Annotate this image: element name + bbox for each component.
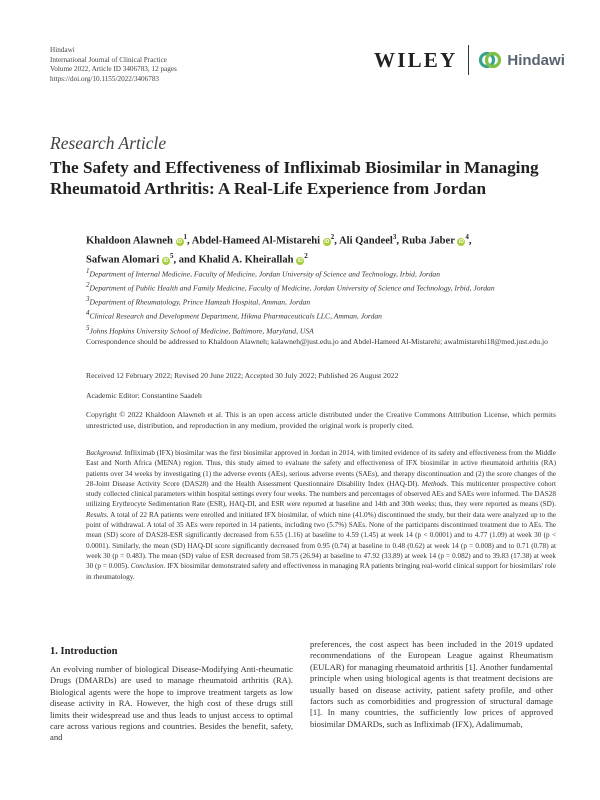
copyright-notice: Copyright © 2022 Khaldoon Alawneh et al. This is an open access article distributed under the Creative Commons Attribution License, which permits unrestricted use, distribution, and reproduction in any medium, provided the original work is properly cited. [86,410,556,430]
abstract-label: Results. [86,510,109,519]
author-name[interactable]: Ruba Jaber [401,235,455,247]
article-title: The Safety and Effectiveness of Infliximab Biosimilar in Managing Rheumatoid Arthritis: A Real-Life Experience from Jordan [50,158,539,198]
abstract-text: IFX biosimilar demonstrated safety and effectiveness in managing RA patients bringing real-world clinical support for biosimilars' role in rheumatology. [86,562,556,581]
author-name[interactable]: Ali Qandeel [338,235,393,247]
abstract-text: This multicenter prospective cohort study collected clinical parameters within hospital settings every four weeks. The numbers and percentages of observed AEs and SAEs were informed. The DAS28 utilizing Erythrocyte Sedimentation Rate (ESR), HAQ-DI, and ESR were reported at baseline and 14th and 30th weeks; thus, they were reported as means (SD). [86,479,556,509]
body-text-left-column: An evolving number of biological Disease-Modifying Anti-rheumatic Drugs (DMARDs) are used to manage rheumatoid arthritis (RA). Biological agents were the hope to improve treatment targets as low disease activity in RA. However, the high cost of these drugs still limits their widespread use and thus leads to unjust access to optimal care across various regions and countries. Besides the benefit, safety, and [50,664,293,743]
abstract-text: A total of 22 RA patients were enrolled and initiated IFX biosimilar, of which nine (41.0%) discontinued the study, but their data were analyzed up to the point of withdrawal. A total of 35 AEs were reported in 14 patients, including two (5.7%) SAEs. None of the participants discontinued treatment due to AEs. The mean (SD) score of DAS28-ESR significantly decreased from 6.55 (1.16) at baseline to 4.59 (1.45) at week 14 (p < 0.0001) and to 4.77 (1.09) at week 30 (p < 0.0001). Similarly, the mean (SD) HAQ-DI score significantly decreased from 0.95 (0.74) at baseline to 0.48 (0.62) at week 14 (p = 0.008) and to 0.71 (0.78) at week 30 (p = 0.483). The mean (SD) value of ESR decreased from 58.75 (26.94) at baseline to 47.92 (33.89) at week 14 (p = 0.082) and to 39.83 (17.38) at week 30 (p = 0.005). [86,510,556,571]
affiliation: $^5$Johns Hopkins University School of Medicine, Baltimore, Maryland, USA [86,323,314,336]
abstract-text: Infliximab (IFX) biosimilar was the first biosimilar approved in Jordan in 2014, with limited evidence of its safety and effectiveness from the Middle East and North Africa (MENA) region. Thus, this study aimed to evaluate the safety and effectiveness of IFX biosimilar in active rheumatoid arthritis (RA) patients over 34 weeks by investigating (1) the adverse events (AEs), serious adverse events (SAEs), and therapy discontinuation and (2) the score changes of the 28-Joint Disease Activity Score (DAS28) and the Health Assessment Questionnaire Disability Index (HAQ-DI). [86,449,556,488]
volume-line: Volume 2022, Article ID 3406783, 12 pages [50,65,177,74]
author-name[interactable]: Safwan Alomari [86,254,160,266]
affiliation: $^3$Department of Rheumatology, Prince Hamzah Hospital, Amman, Jordan [86,295,311,307]
publisher-logos [374,44,565,76]
orcid-icon[interactable]: iD [458,238,464,245]
doi-link[interactable]: https://doi.org/10.1155/2022/3406783 [50,74,160,83]
affiliation: $^4$Clinical Research and Development Department, Hikma Pharmaceuticals LLC, Amman, Jordan [86,309,382,321]
publication-dates: Received 12 February 2022; Revised 20 June 2022; Accepted 30 July 2022; Published 26 August 2022 [86,371,399,380]
author-list: Khaldoon Alawneh $iD^1$, Abdel-Hameed Al-Mistarehi $iD^2$, Ali Qandeel$^3$, Ruba Jaber $iD^4$, Safwan Alomari $iD^5$, and Khalid A. Kheirallah $iD^2$ [86,233,472,266]
publisher-line: Hindawi [50,46,75,54]
academic-editor: Academic Editor: Constantine Saadeh [86,391,202,400]
wiley-logo: WILEY [374,47,458,72]
affiliation: $^1$Department of Internal Medicine, Faculty of Medicine, Jordan University of Science and Technology, Irbid, Jordan [86,267,440,279]
abstract-label: Methods. [421,479,449,488]
affiliations [86,266,556,337]
orcid-icon[interactable]: iD [324,238,330,245]
abstract [86,448,556,582]
section-heading: 1. Introduction [50,646,118,657]
hindawi-logo-text: Hindawi [507,51,565,69]
hindawi-logo-icon [478,48,502,72]
abstract-label: Background. [86,449,123,457]
author-name[interactable]: Khalid A. Kheirallah [198,254,294,266]
article-type: Research Article [50,133,167,153]
abstract-label: Conclusion. [130,562,166,571]
orcid-icon[interactable]: iD [297,257,303,264]
author-name[interactable]: Khaldoon Alawneh [86,235,173,247]
orcid-icon[interactable]: iD [177,238,182,245]
correspondence: Correspondence should be addressed to Khaldoon Alawneh; kalawneh@just.edu.jo and Abdel-Hameed Al-Mistarehi; awalmistarehi18@med.just.edu.jo [86,337,548,346]
body-text-right-column: preferences, the cost aspect has been included in the 2019 updated recommendations of the European League against Rheumatism (EULAR) for managing rheumatoid arthritis [1]. Another fundamental principle when using biological agents is that treatment decisions are usually based on disease activity, patient safety profile, and other factors such as comorbidities and progression of structural damage [1]. In many countries, the sufficiently low prices of approved biosimilar DMARDs, such as Infliximab (IFX), Adalimumab, [310,639,553,729]
journal-name: International Journal of Clinical Practice [50,55,167,64]
orcid-icon[interactable]: iD [163,257,169,264]
journal-header [50,46,177,84]
author-name[interactable]: Abdel-Hameed Al-Mistarehi [191,235,321,247]
logo-divider [468,45,469,75]
affiliation: $^2$Department of Public Health and Family Medicine, Faculty of Medicine, Jordan University of Science and Technology, Irbid, Jordan [86,281,495,293]
